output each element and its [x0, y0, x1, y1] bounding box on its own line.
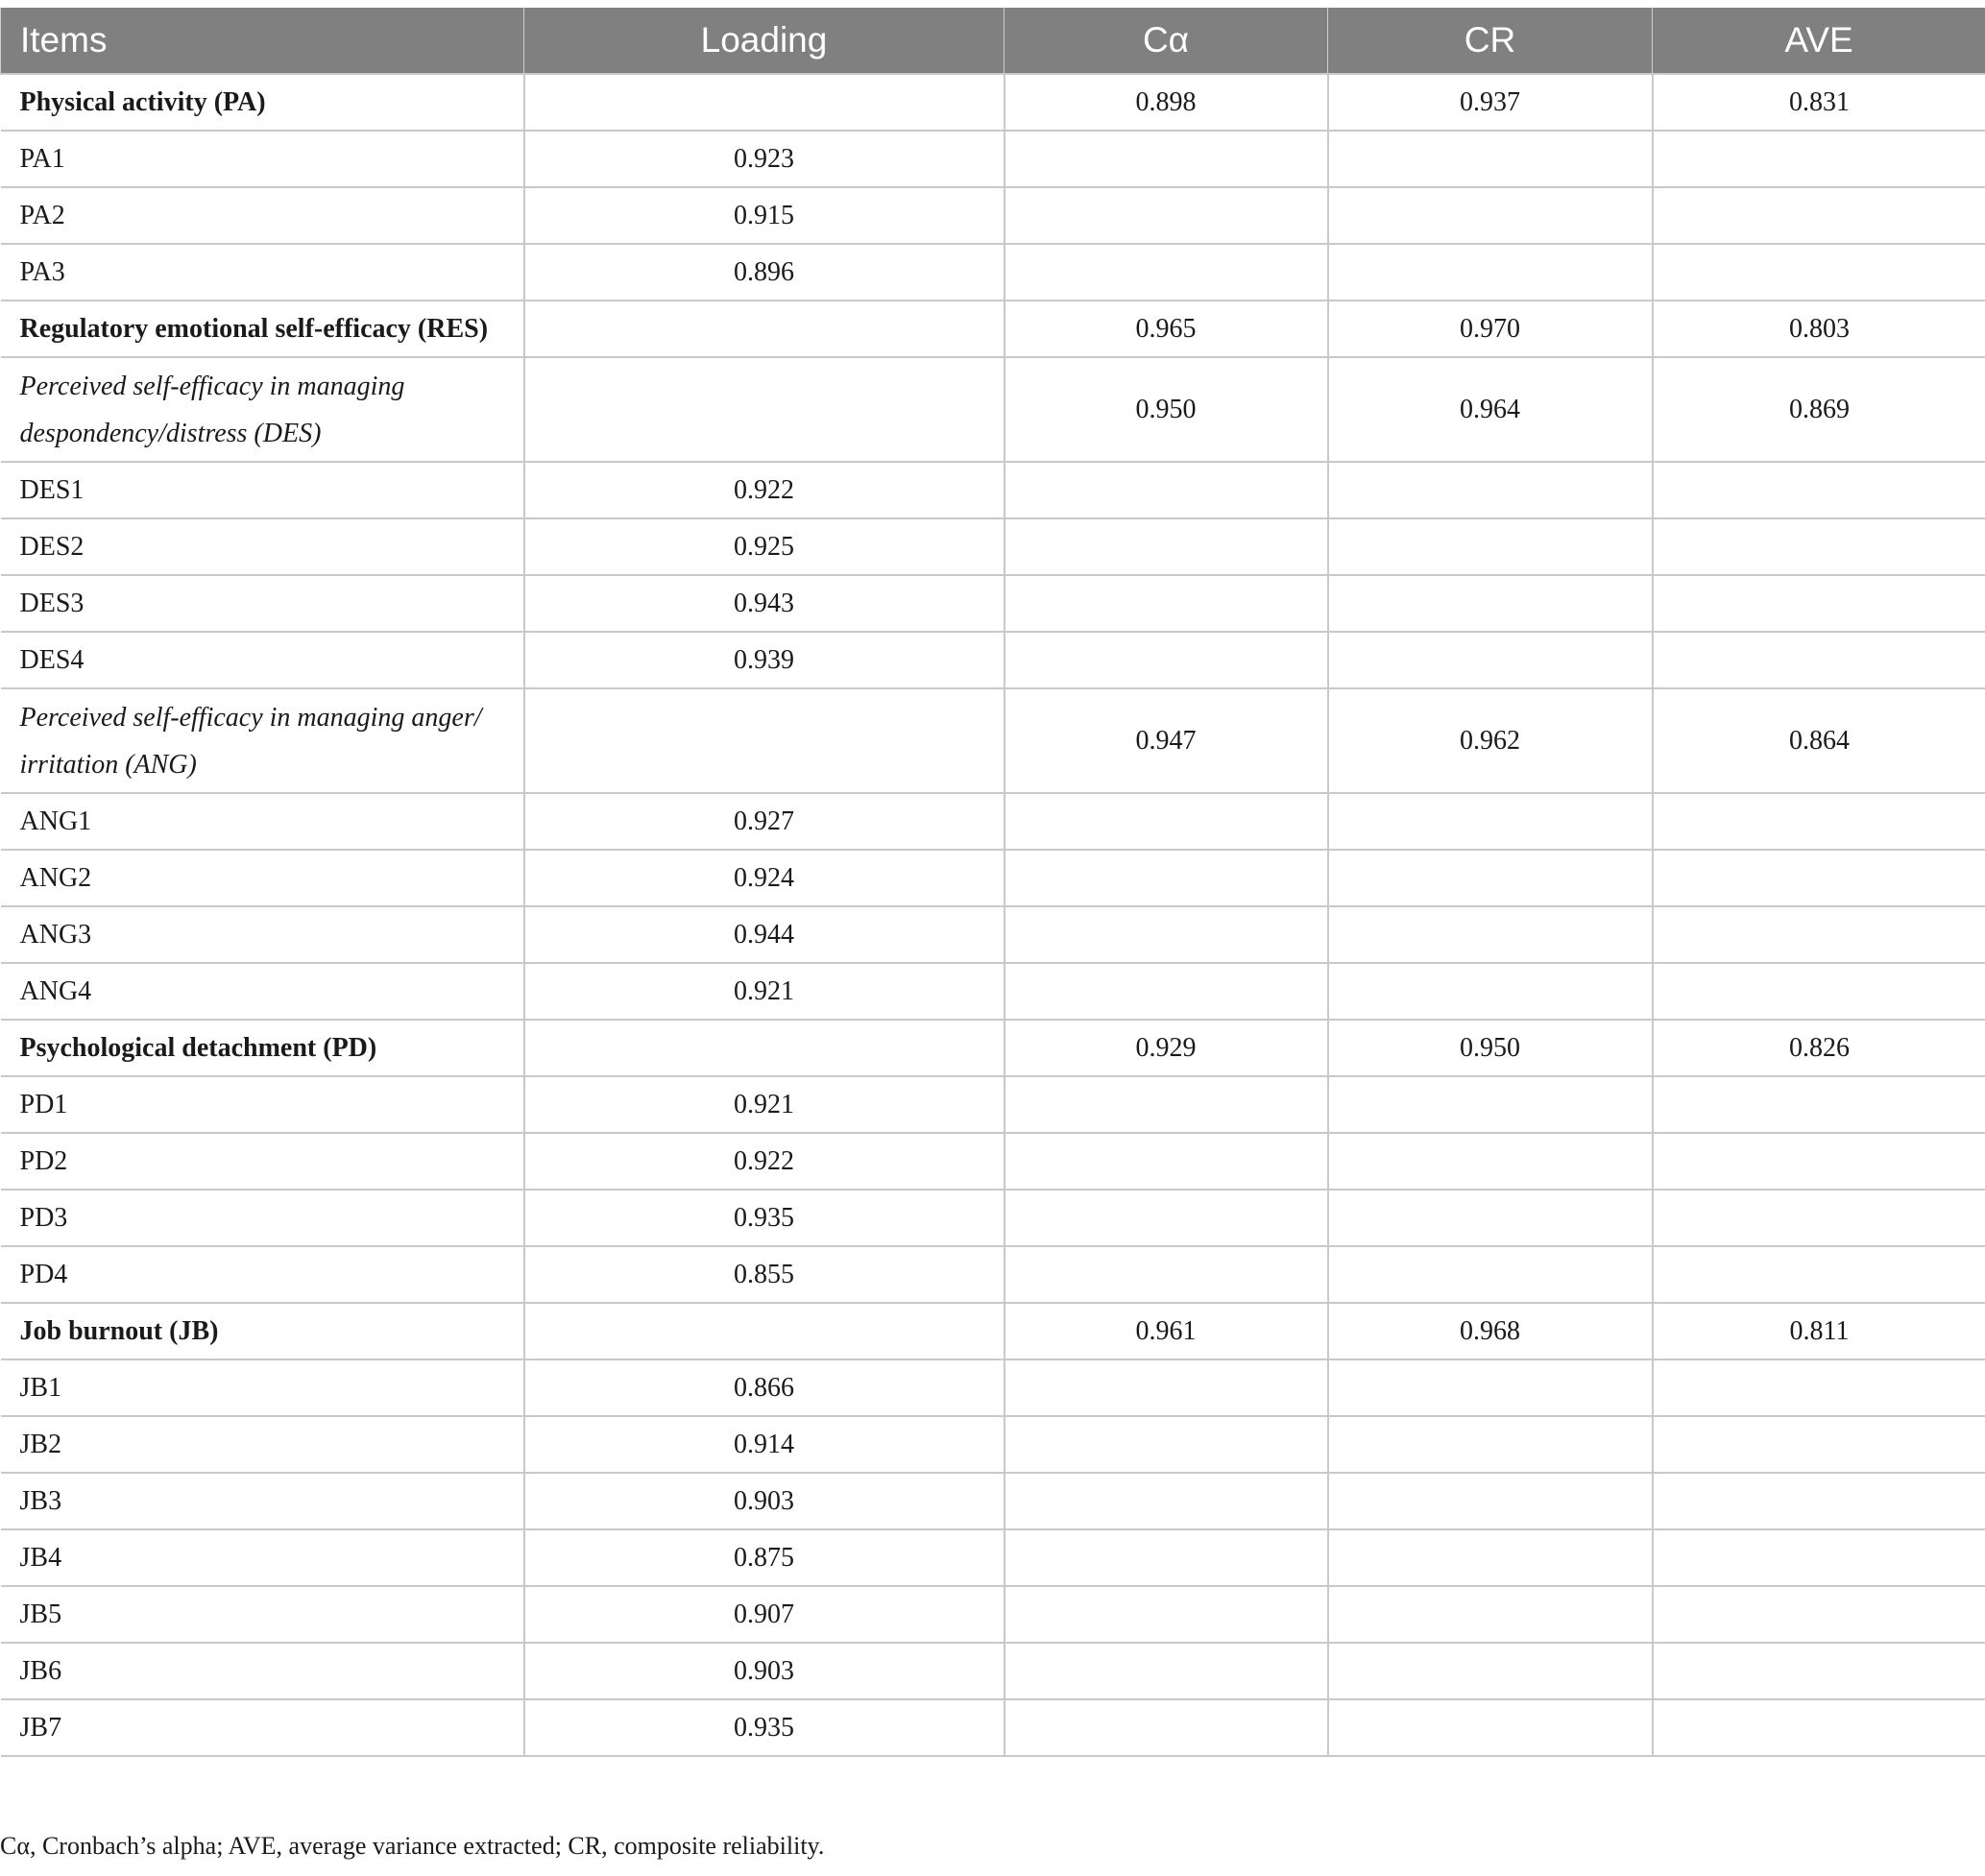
cronbach-alpha-cell [1005, 1699, 1328, 1756]
loading-cell [524, 74, 1005, 131]
subgroup-row [1, 357, 1985, 462]
cronbach-alpha-cell [1005, 1246, 1328, 1303]
ave-cell [1653, 244, 1985, 301]
table-row [1, 462, 1985, 518]
item-cell: Physical activity (PA) [1, 74, 524, 131]
item-cell: ANG1 [1, 793, 524, 850]
loading-cell: 0.943 [524, 575, 1005, 632]
table-row [1, 793, 1985, 850]
header-loading: Loading [524, 8, 1005, 74]
table-row [1, 1529, 1985, 1586]
ave-cell [1653, 187, 1985, 244]
composite-reliability-cell: 0.970 [1328, 301, 1653, 357]
loading-cell: 0.924 [524, 850, 1005, 906]
item-cell: ANG3 [1, 906, 524, 963]
table-row [1, 1190, 1985, 1246]
table-row [1, 1586, 1985, 1643]
table-header [1, 8, 1985, 74]
ave-cell: 0.811 [1653, 1303, 1985, 1359]
ave-cell [1653, 1416, 1985, 1473]
table-row [1, 963, 1985, 1020]
table-row [1, 575, 1985, 632]
ave-cell [1653, 1699, 1985, 1756]
composite-reliability-cell [1328, 1133, 1653, 1190]
subgroup-row [1, 688, 1985, 793]
loading-cell: 0.927 [524, 793, 1005, 850]
header-cronbach-alpha: Cα [1005, 8, 1328, 74]
item-cell: DES4 [1, 632, 524, 688]
composite-reliability-cell [1328, 1529, 1653, 1586]
loading-cell: 0.903 [524, 1643, 1005, 1699]
loading-cell: 0.935 [524, 1699, 1005, 1756]
loading-cell [524, 357, 1005, 462]
item-cell: ANG2 [1, 850, 524, 906]
ave-cell [1653, 1190, 1985, 1246]
cronbach-alpha-cell [1005, 187, 1328, 244]
cronbach-alpha-cell [1005, 1359, 1328, 1416]
loading-cell: 0.922 [524, 1133, 1005, 1190]
header-ave: AVE [1653, 8, 1985, 74]
ave-cell [1653, 1473, 1985, 1529]
table-row [1, 1076, 1985, 1133]
cronbach-alpha-cell [1005, 1190, 1328, 1246]
table-row [1, 1246, 1985, 1303]
item-cell: ANG4 [1, 963, 524, 1020]
cronbach-alpha-cell [1005, 462, 1328, 518]
cronbach-alpha-cell [1005, 518, 1328, 575]
composite-reliability-cell [1328, 793, 1653, 850]
item-cell: DES1 [1, 462, 524, 518]
loading-cell [524, 1020, 1005, 1076]
cronbach-alpha-cell: 0.947 [1005, 688, 1328, 793]
ave-cell [1653, 906, 1985, 963]
table-row [1, 1643, 1985, 1699]
loading-cell: 0.915 [524, 187, 1005, 244]
item-cell: PD4 [1, 1246, 524, 1303]
loading-cell [524, 688, 1005, 793]
ave-cell [1653, 1076, 1985, 1133]
item-cell: PD2 [1, 1133, 524, 1190]
ave-cell: 0.869 [1653, 357, 1985, 462]
cronbach-alpha-cell: 0.950 [1005, 357, 1328, 462]
loading-cell [524, 1303, 1005, 1359]
loading-cell: 0.866 [524, 1359, 1005, 1416]
loading-cell: 0.935 [524, 1190, 1005, 1246]
table-row [1, 1699, 1985, 1756]
cronbach-alpha-cell: 0.929 [1005, 1020, 1328, 1076]
cronbach-alpha-cell [1005, 1133, 1328, 1190]
loading-cell: 0.875 [524, 1529, 1005, 1586]
item-cell: PD3 [1, 1190, 524, 1246]
composite-reliability-cell [1328, 131, 1653, 187]
item-cell: PA3 [1, 244, 524, 301]
ave-cell [1653, 1643, 1985, 1699]
item-cell: JB5 [1, 1586, 524, 1643]
group-row [1, 301, 1985, 357]
loading-cell: 0.907 [524, 1586, 1005, 1643]
composite-reliability-cell [1328, 1586, 1653, 1643]
group-row [1, 1020, 1985, 1076]
table-row [1, 187, 1985, 244]
group-row [1, 74, 1985, 131]
composite-reliability-cell: 0.968 [1328, 1303, 1653, 1359]
composite-reliability-cell [1328, 1076, 1653, 1133]
group-row [1, 1303, 1985, 1359]
item-cell: JB1 [1, 1359, 524, 1416]
ave-cell [1653, 1246, 1985, 1303]
table-row [1, 131, 1985, 187]
table-row [1, 1416, 1985, 1473]
composite-reliability-cell [1328, 1473, 1653, 1529]
item-cell: JB3 [1, 1473, 524, 1529]
composite-reliability-cell [1328, 462, 1653, 518]
cronbach-alpha-cell: 0.965 [1005, 301, 1328, 357]
loading-cell: 0.855 [524, 1246, 1005, 1303]
cronbach-alpha-cell [1005, 1586, 1328, 1643]
composite-reliability-cell [1328, 906, 1653, 963]
loading-cell: 0.939 [524, 632, 1005, 688]
header-row [1, 8, 1985, 74]
loading-cell: 0.925 [524, 518, 1005, 575]
ave-cell [1653, 575, 1985, 632]
item-cell: Perceived self-efficacy in managing anger/ irritation (ANG) [1, 688, 524, 793]
composite-reliability-cell: 0.962 [1328, 688, 1653, 793]
loading-cell: 0.923 [524, 131, 1005, 187]
item-cell: PD1 [1, 1076, 524, 1133]
ave-cell [1653, 462, 1985, 518]
cronbach-alpha-cell [1005, 1416, 1328, 1473]
composite-reliability-cell [1328, 850, 1653, 906]
composite-reliability-cell [1328, 575, 1653, 632]
item-cell: Regulatory emotional self-efficacy (RES) [1, 301, 524, 357]
loading-cell [524, 301, 1005, 357]
item-cell: Perceived self-efficacy in managing despondency/distress (DES) [1, 357, 524, 462]
loading-cell: 0.903 [524, 1473, 1005, 1529]
item-cell: JB2 [1, 1416, 524, 1473]
header-composite-reliability: CR [1328, 8, 1653, 74]
ave-cell: 0.803 [1653, 301, 1985, 357]
ave-cell [1653, 793, 1985, 850]
cronbach-alpha-cell [1005, 575, 1328, 632]
item-cell: JB6 [1, 1643, 524, 1699]
composite-reliability-cell: 0.964 [1328, 357, 1653, 462]
ave-cell [1653, 1359, 1985, 1416]
composite-reliability-cell [1328, 518, 1653, 575]
cronbach-alpha-cell [1005, 906, 1328, 963]
composite-reliability-cell [1328, 187, 1653, 244]
table-body [1, 74, 1985, 1756]
ave-cell [1653, 963, 1985, 1020]
cronbach-alpha-cell [1005, 131, 1328, 187]
ave-cell [1653, 1529, 1985, 1586]
table-row [1, 850, 1985, 906]
composite-reliability-cell [1328, 244, 1653, 301]
item-cell: JB7 [1, 1699, 524, 1756]
loading-cell: 0.914 [524, 1416, 1005, 1473]
loading-cell: 0.921 [524, 1076, 1005, 1133]
cronbach-alpha-cell [1005, 1473, 1328, 1529]
composite-reliability-cell [1328, 1699, 1653, 1756]
ave-cell [1653, 518, 1985, 575]
ave-cell [1653, 632, 1985, 688]
item-cell: JB4 [1, 1529, 524, 1586]
item-cell: PA2 [1, 187, 524, 244]
table-row [1, 632, 1985, 688]
loading-cell: 0.922 [524, 462, 1005, 518]
loading-cell: 0.921 [524, 963, 1005, 1020]
composite-reliability-cell [1328, 1246, 1653, 1303]
cronbach-alpha-cell [1005, 244, 1328, 301]
table-row [1, 1473, 1985, 1529]
composite-reliability-cell [1328, 1643, 1653, 1699]
item-cell: PA1 [1, 131, 524, 187]
cronbach-alpha-cell [1005, 963, 1328, 1020]
table-row [1, 1359, 1985, 1416]
ave-cell [1653, 131, 1985, 187]
measurement-model-table-container [0, 8, 1985, 1757]
cronbach-alpha-cell [1005, 850, 1328, 906]
measurement-model-table [0, 8, 1985, 1757]
item-cell: DES3 [1, 575, 524, 632]
cronbach-alpha-cell: 0.961 [1005, 1303, 1328, 1359]
composite-reliability-cell [1328, 1359, 1653, 1416]
composite-reliability-cell [1328, 1190, 1653, 1246]
ave-cell [1653, 1586, 1985, 1643]
composite-reliability-cell [1328, 632, 1653, 688]
ave-cell [1653, 850, 1985, 906]
header-items: Items [1, 8, 524, 74]
composite-reliability-cell [1328, 963, 1653, 1020]
loading-cell: 0.896 [524, 244, 1005, 301]
item-cell: DES2 [1, 518, 524, 575]
ave-cell: 0.864 [1653, 688, 1985, 793]
cronbach-alpha-cell [1005, 1643, 1328, 1699]
composite-reliability-cell: 0.950 [1328, 1020, 1653, 1076]
loading-cell: 0.944 [524, 906, 1005, 963]
item-cell: Job burnout (JB) [1, 1303, 524, 1359]
composite-reliability-cell [1328, 1416, 1653, 1473]
cronbach-alpha-cell: 0.898 [1005, 74, 1328, 131]
ave-cell [1653, 1133, 1985, 1190]
table-footnote: Cα, Cronbach’s alpha; AVE, average variance extracted; CR, composite reliability. [0, 1832, 825, 1860]
cronbach-alpha-cell [1005, 1529, 1328, 1586]
table-row [1, 244, 1985, 301]
ave-cell: 0.826 [1653, 1020, 1985, 1076]
ave-cell: 0.831 [1653, 74, 1985, 131]
table-row [1, 906, 1985, 963]
cronbach-alpha-cell [1005, 793, 1328, 850]
composite-reliability-cell: 0.937 [1328, 74, 1653, 131]
table-row [1, 1133, 1985, 1190]
table-row [1, 518, 1985, 575]
cronbach-alpha-cell [1005, 1076, 1328, 1133]
cronbach-alpha-cell [1005, 632, 1328, 688]
item-cell: Psychological detachment (PD) [1, 1020, 524, 1076]
